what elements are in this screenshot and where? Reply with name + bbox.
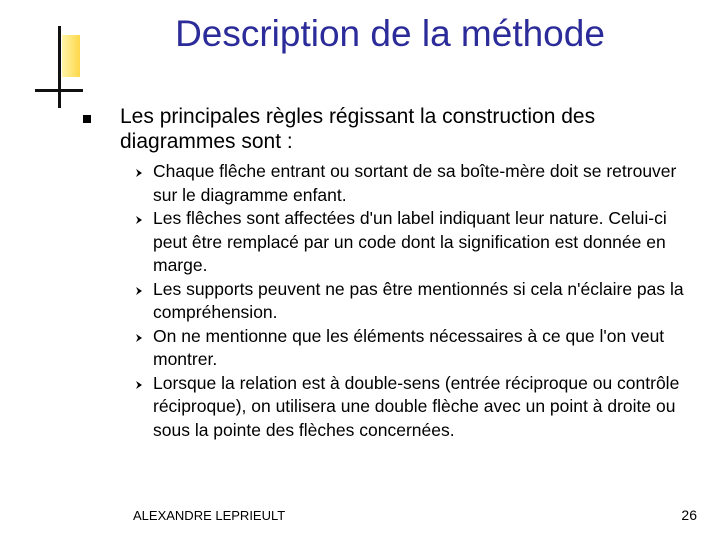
arrowhead-bullet-icon — [135, 216, 143, 224]
decorative-yellow-bar — [62, 35, 80, 77]
footer-author: ALEXANDRE LEPRIEULT — [133, 508, 286, 523]
square-bullet-icon — [83, 115, 91, 123]
arrowhead-bullet-icon — [135, 287, 143, 295]
rule-text: Chaque flêche entrant ou sortant de sa boîte-mère doit se retrouver sur le diagramme enfant. — [153, 161, 677, 205]
rules-list — [135, 160, 695, 442]
arrowhead-bullet-icon — [135, 169, 143, 177]
list-item — [135, 207, 695, 278]
rule-text: On ne mentionne que les éléments nécessaires à ce que l'on veut montrer. — [153, 325, 665, 369]
arrowhead-bullet-icon — [135, 381, 143, 389]
list-item — [135, 325, 695, 372]
list-item — [135, 278, 695, 325]
decorative-vertical-line — [58, 26, 61, 108]
main-point: Les principales règles régissant la construction des diagrammes sont : — [120, 105, 596, 153]
decorative-horizontal-line — [35, 89, 83, 92]
page-number: 26 — [681, 507, 697, 523]
list-item — [135, 372, 695, 443]
list-item — [135, 160, 695, 207]
rule-text: Les flêches sont affectées d'un label indiquant leur nature. Celui-ci peut être remplacé par un code dont la signification est donnée en marge. — [153, 208, 667, 275]
slide-title: Description de la méthode — [175, 13, 605, 54]
rule-text: Les supports peuvent ne pas être mentionnés si cela n'éclaire pas la compréhension. — [153, 278, 684, 322]
rule-text: Lorsque la relation est à double-sens (entrée réciproque ou contrôle réciproque), on utilisera une double flèche avec un point à droite ou sous la pointe des flèches concernées. — [153, 372, 680, 440]
arrowhead-bullet-icon — [135, 334, 143, 342]
